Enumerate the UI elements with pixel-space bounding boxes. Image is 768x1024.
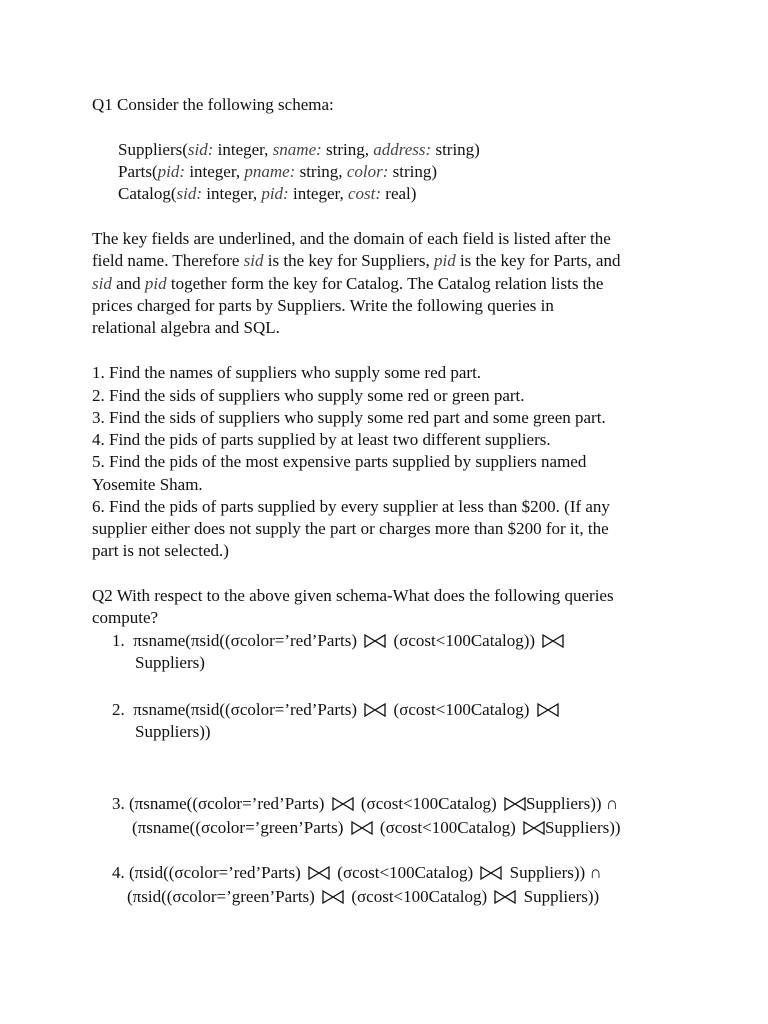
schema-type: string) xyxy=(431,140,480,159)
bowtie-join-icon xyxy=(351,821,373,835)
schema-suppliers xyxy=(118,139,480,161)
list-item: 2. Find the sids of suppliers who supply some red or green part. xyxy=(92,386,525,405)
expression-number: 3. xyxy=(112,794,125,813)
expression-4-continued xyxy=(127,886,599,908)
paragraph-line: prices charged for parts by Suppliers. Write the following queries in xyxy=(92,296,554,315)
expression-part: (πsid((σcolor=’red’Parts) xyxy=(129,863,301,882)
expression-part: (σcost<100Catalog) xyxy=(379,818,516,837)
bowtie-join-icon xyxy=(504,797,526,811)
schema-name: Catalog( xyxy=(118,184,177,203)
list-item: supplier either does not supply the part or charges more than $200 for it, the xyxy=(92,519,609,538)
paragraph-text: field name. Therefore xyxy=(92,251,244,270)
expression-part: (σcost<100Catalog)) xyxy=(393,631,536,650)
expression-part: (πsname((σcolor=’green’Parts) xyxy=(132,818,344,837)
paragraph-text: is the key for Parts, and xyxy=(455,251,621,270)
schema-field: pname: xyxy=(244,162,296,181)
paragraph-line xyxy=(92,250,620,272)
expression-part: Suppliers)) ∩ xyxy=(509,863,602,882)
expression-part: πsname(πsid((σcolor=’red’Parts) xyxy=(133,700,358,719)
q1-heading: Q1 Consider the following schema: xyxy=(92,95,334,114)
expression-part: (σcost<100Catalog) xyxy=(393,700,530,719)
bowtie-join-icon xyxy=(542,634,564,648)
bowtie-join-icon xyxy=(308,866,330,880)
bowtie-join-icon xyxy=(494,890,516,904)
bowtie-join-icon xyxy=(364,703,386,717)
expression-4 xyxy=(112,862,602,884)
schema-catalog xyxy=(118,183,416,205)
bowtie-join-icon xyxy=(523,821,545,835)
schema-type: integer, xyxy=(185,162,245,181)
expression-part: (σcost<100Catalog) xyxy=(337,863,474,882)
paragraph-text: is the key for Suppliers, xyxy=(263,251,434,270)
expression-part: (πsid((σcolor=’green’Parts) xyxy=(127,887,315,906)
q2-heading: Q2 With respect to the above given schema-What does the following queries xyxy=(92,586,614,605)
expression-number: 1. xyxy=(112,631,125,650)
schema-type: integer, xyxy=(288,184,348,203)
list-item: 1. Find the names of suppliers who supply some red part. xyxy=(92,363,482,382)
paragraph-text: together form the key for Catalog. The Catalog relation lists the xyxy=(166,274,604,293)
schema-type: integer, xyxy=(213,140,273,159)
paragraph-line xyxy=(92,273,603,295)
schema-name: Parts( xyxy=(118,162,158,181)
bowtie-join-icon xyxy=(537,703,559,717)
bowtie-join-icon xyxy=(332,797,354,811)
list-item: 3. Find the sids of suppliers who supply some red part and some green part. xyxy=(92,408,606,427)
schema-field: pid: xyxy=(261,184,289,203)
field-ref: pid xyxy=(433,251,456,270)
bowtie-join-icon xyxy=(480,866,502,880)
schema-field: pid: xyxy=(157,162,186,181)
q2-heading: compute? xyxy=(92,608,159,627)
schema-name: Suppliers( xyxy=(118,140,188,159)
field-ref: sid xyxy=(243,251,264,270)
schema-type: string) xyxy=(388,162,437,181)
paragraph-text: and xyxy=(111,274,145,293)
list-item: 4. Find the pids of parts supplied by at least two different suppliers. xyxy=(92,430,551,449)
paragraph-line: The key fields are underlined, and the domain of each field is listed after the xyxy=(92,229,611,248)
schema-parts xyxy=(118,161,437,183)
list-item: part is not selected.) xyxy=(92,541,229,560)
list-item: 5. Find the pids of the most expensive parts supplied by suppliers named xyxy=(92,452,587,471)
expression-part: πsname(πsid((σcolor=’red’Parts) xyxy=(133,631,358,650)
expression-number: 2. xyxy=(112,700,125,719)
list-item: Yosemite Sham. xyxy=(92,475,203,494)
schema-type: string, xyxy=(295,162,347,181)
expression-number: 4. xyxy=(112,863,125,882)
schema-field: cost: xyxy=(348,184,382,203)
expression-part: (σcost<100Catalog) xyxy=(351,887,488,906)
expression-1 xyxy=(112,630,567,652)
schema-type: string, xyxy=(321,140,374,159)
schema-type: real) xyxy=(381,184,417,203)
expression-part: (πsname((σcolor=’red’Parts) xyxy=(129,794,325,813)
schema-type: integer, xyxy=(202,184,262,203)
expression-3-continued xyxy=(132,817,621,839)
schema-field: sname: xyxy=(272,140,322,159)
bowtie-join-icon xyxy=(364,634,386,648)
expression-part: Suppliers)) xyxy=(135,722,211,741)
expression-part: Suppliers) xyxy=(135,653,205,672)
expression-part: Suppliers)) xyxy=(523,887,600,906)
field-ref: pid xyxy=(144,274,167,293)
expression-part: Suppliers)) ∩ xyxy=(525,794,619,813)
expression-part: Suppliers)) xyxy=(545,818,621,837)
schema-field: color: xyxy=(346,162,389,181)
schema-field: sid: xyxy=(176,184,203,203)
bowtie-join-icon xyxy=(322,890,344,904)
expression-2 xyxy=(112,699,562,721)
field-ref: sid xyxy=(92,274,112,293)
expression-3 xyxy=(112,793,618,815)
schema-field: sid: xyxy=(187,140,214,159)
schema-field: address: xyxy=(373,140,432,159)
list-item: 6. Find the pids of parts supplied by every supplier at less than $200. (If any xyxy=(92,497,610,516)
expression-part: (σcost<100Catalog) xyxy=(360,794,497,813)
paragraph-line: relational algebra and SQL. xyxy=(92,318,280,337)
